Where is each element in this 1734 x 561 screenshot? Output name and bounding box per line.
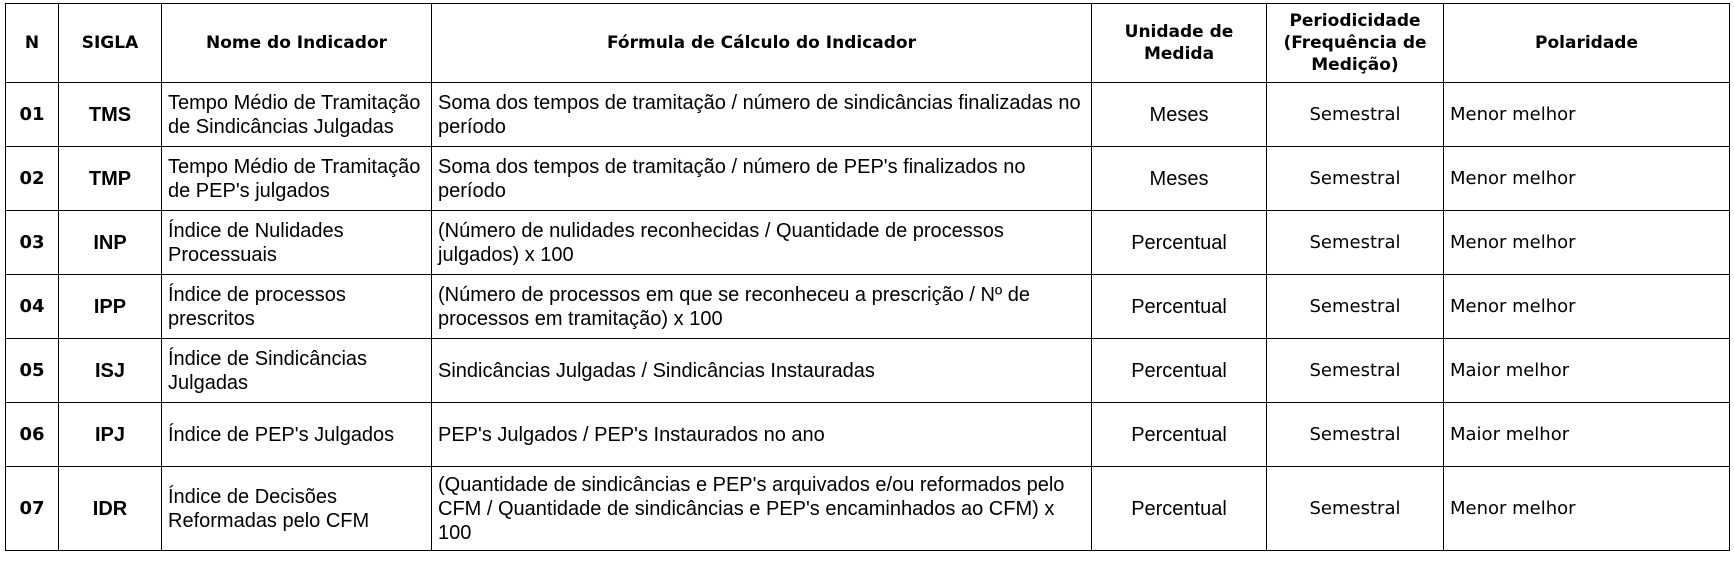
- cell-sigla: IPP: [59, 275, 162, 339]
- table-row: [6, 275, 1730, 339]
- cell-formula: PEP's Julgados / PEP's Instaurados no ano: [432, 403, 1092, 467]
- header-polaridade: Polaridade: [1444, 4, 1730, 83]
- cell-sigla: TMS: [59, 83, 162, 147]
- cell-sigla: IPJ: [59, 403, 162, 467]
- cell-unidade: Percentual: [1092, 403, 1267, 467]
- header-unidade: Unidade de Medida: [1092, 4, 1267, 83]
- cell-formula: Sindicâncias Julgadas / Sindicâncias Instauradas: [432, 339, 1092, 403]
- cell-unidade: Percentual: [1092, 339, 1267, 403]
- header-sigla: SIGLA: [59, 4, 162, 83]
- cell-periodicidade: Semestral: [1267, 339, 1444, 403]
- cell-sigla: IDR: [59, 467, 162, 551]
- cell-unidade: Percentual: [1092, 275, 1267, 339]
- cell-n: 01: [6, 83, 59, 147]
- cell-polaridade: Menor melhor: [1444, 275, 1730, 339]
- cell-formula: (Número de processos em que se reconheceu a prescrição / Nº de processos em tramitação) x 100: [432, 275, 1092, 339]
- table-row: [6, 339, 1730, 403]
- cell-polaridade: Menor melhor: [1444, 147, 1730, 211]
- cell-nome: Índice de Nulidades Processuais: [162, 211, 432, 275]
- cell-unidade: Meses: [1092, 83, 1267, 147]
- cell-formula: (Quantidade de sindicâncias e PEP's arquivados e/ou reformados pelo CFM / Quantidade de sindicâncias e PEP's encaminhados ao CFM) x 100: [432, 467, 1092, 551]
- cell-periodicidade: Semestral: [1267, 211, 1444, 275]
- indicators-table: [5, 3, 1730, 551]
- cell-unidade: Percentual: [1092, 211, 1267, 275]
- cell-nome: Índice de Sindicâncias Julgadas: [162, 339, 432, 403]
- cell-n: 06: [6, 403, 59, 467]
- table-row: [6, 147, 1730, 211]
- cell-unidade: Percentual: [1092, 467, 1267, 551]
- header-formula: Fórmula de Cálculo do Indicador: [432, 4, 1092, 83]
- table-row: [6, 403, 1730, 467]
- table-row: [6, 211, 1730, 275]
- cell-periodicidade: Semestral: [1267, 275, 1444, 339]
- cell-formula: Soma dos tempos de tramitação / número de PEP's finalizados no período: [432, 147, 1092, 211]
- cell-n: 07: [6, 467, 59, 551]
- cell-polaridade: Menor melhor: [1444, 83, 1730, 147]
- cell-unidade: Meses: [1092, 147, 1267, 211]
- cell-n: 03: [6, 211, 59, 275]
- header-periodicidade: Periodicidade (Frequência de Medição): [1267, 4, 1444, 83]
- header-nome: Nome do Indicador: [162, 4, 432, 83]
- cell-formula: Soma dos tempos de tramitação / número de sindicâncias finalizadas no período: [432, 83, 1092, 147]
- cell-periodicidade: Semestral: [1267, 83, 1444, 147]
- cell-nome: Índice de PEP's Julgados: [162, 403, 432, 467]
- cell-nome: Tempo Médio de Tramitação de Sindicâncias Julgadas: [162, 83, 432, 147]
- cell-n: 04: [6, 275, 59, 339]
- cell-formula: (Número de nulidades reconhecidas / Quantidade de processos julgados) x 100: [432, 211, 1092, 275]
- table-row: [6, 467, 1730, 551]
- cell-n: 05: [6, 339, 59, 403]
- cell-periodicidade: Semestral: [1267, 467, 1444, 551]
- table-row: [6, 83, 1730, 147]
- cell-polaridade: Menor melhor: [1444, 467, 1730, 551]
- cell-periodicidade: Semestral: [1267, 147, 1444, 211]
- cell-n: 02: [6, 147, 59, 211]
- header-n: N: [6, 4, 59, 83]
- cell-polaridade: Menor melhor: [1444, 211, 1730, 275]
- cell-nome: Índice de Decisões Reformadas pelo CFM: [162, 467, 432, 551]
- cell-sigla: ISJ: [59, 339, 162, 403]
- cell-nome: Índice de processos prescritos: [162, 275, 432, 339]
- cell-periodicidade: Semestral: [1267, 403, 1444, 467]
- cell-polaridade: Maior melhor: [1444, 403, 1730, 467]
- cell-nome: Tempo Médio de Tramitação de PEP's julgados: [162, 147, 432, 211]
- cell-sigla: INP: [59, 211, 162, 275]
- header-row: [6, 4, 1730, 83]
- cell-sigla: TMP: [59, 147, 162, 211]
- cell-polaridade: Maior melhor: [1444, 339, 1730, 403]
